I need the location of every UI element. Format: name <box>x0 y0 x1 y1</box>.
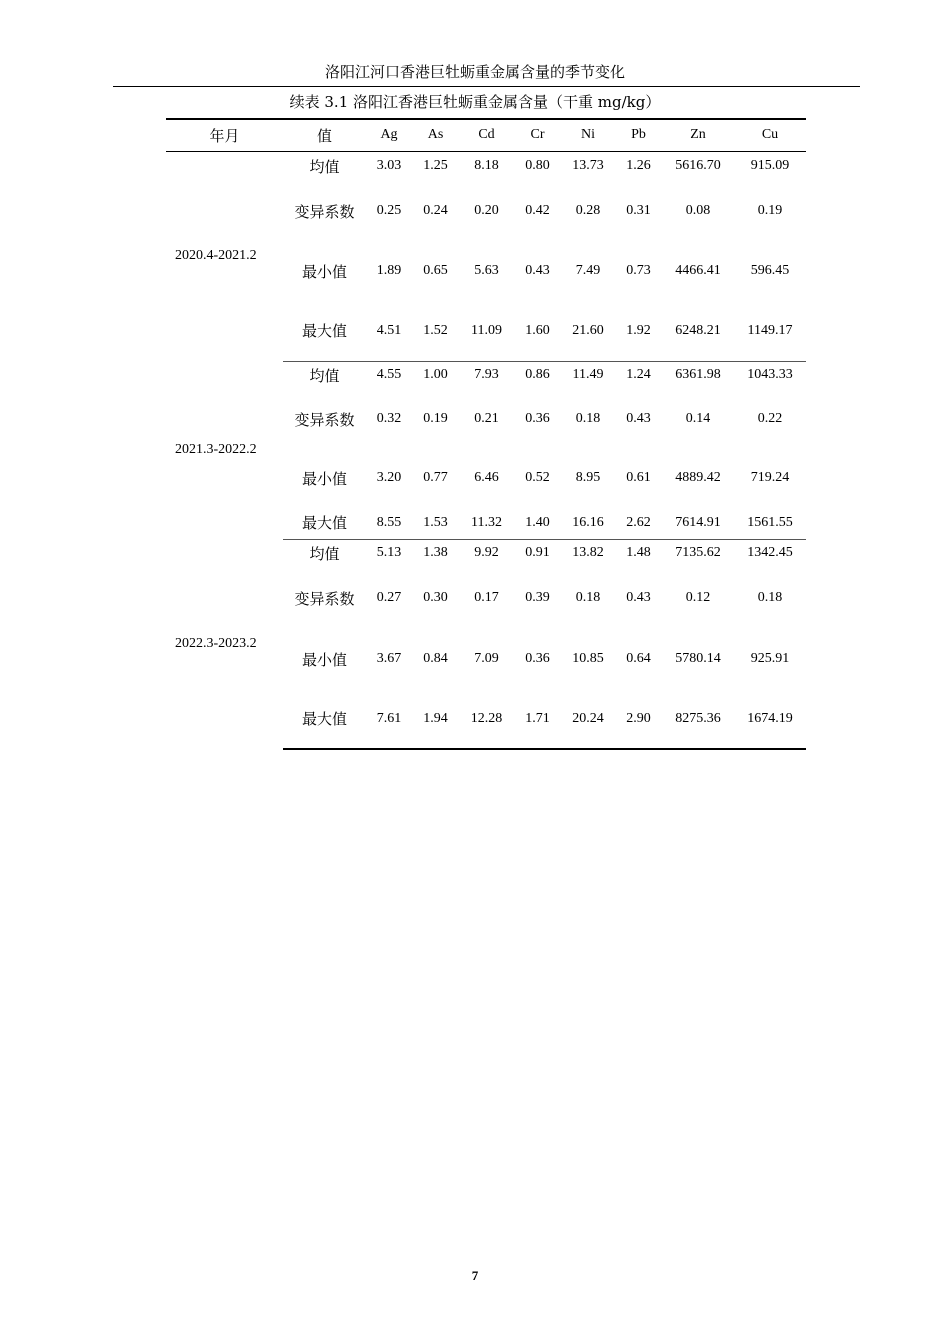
value-cell-pb: 0.73 <box>626 263 651 278</box>
value-cell-ag: 0.25 <box>376 203 402 218</box>
value-cell-pb: 2.90 <box>615 689 662 749</box>
value-cell-cr: 1.40 <box>514 507 561 539</box>
period-cell: 2020.4-2021.2 <box>175 248 257 264</box>
header-cu: Cu <box>734 119 806 151</box>
period-cell: 2022.3-2023.2 <box>175 636 257 651</box>
header-stat: 值 <box>283 119 366 151</box>
value-cell-cu: 1043.33 <box>747 367 793 383</box>
value-cell-cr: 1.60 <box>514 301 561 361</box>
value-cell-zn: 4466.41 <box>675 263 721 278</box>
value-cell-cu: 719.24 <box>750 470 790 485</box>
value-cell-as: 1.00 <box>423 367 448 383</box>
value-cell-as: 1.94 <box>412 689 459 749</box>
value-cell-pb: 1.26 <box>626 158 651 174</box>
stat-label-cell: 最小值 <box>301 650 347 669</box>
value-cell-as: 0.19 <box>423 411 448 426</box>
table-header-row <box>166 119 806 151</box>
table-caption: 续表 3.1 洛阳江香港巨牡蛎重金属含量（干重 mg/kg） <box>289 93 661 111</box>
value-cell-ag: 5.13 <box>376 545 402 561</box>
value-cell-cu: 596.45 <box>750 263 790 278</box>
value-cell-cu: 1674.19 <box>734 689 806 749</box>
stat-label-cell: 最大值 <box>283 689 366 749</box>
value-cell-cu: 0.19 <box>757 203 783 218</box>
value-cell-as: 1.38 <box>423 545 448 561</box>
value-cell-as: 0.30 <box>423 590 448 605</box>
value-cell-cd: 9.92 <box>474 545 499 561</box>
value-cell-ag: 0.27 <box>376 590 402 605</box>
stat-label-cell: 变异系数 <box>294 202 355 221</box>
page-header: 洛阳江河口香港巨牡蛎重金属含量的季节变化 <box>324 63 625 81</box>
value-cell-ni: 8.95 <box>575 470 601 485</box>
value-cell-as: 1.53 <box>412 507 459 539</box>
value-cell-ni: 13.73 <box>572 158 604 174</box>
header-cd: Cd <box>459 119 514 151</box>
value-cell-cd: 0.17 <box>474 590 499 605</box>
value-cell-zn: 5616.70 <box>675 158 721 174</box>
value-cell-cu: 1342.45 <box>747 545 793 561</box>
stat-label-cell: 均值 <box>309 544 340 563</box>
value-cell-as: 0.24 <box>423 203 448 218</box>
table-row <box>166 151 806 181</box>
value-cell-cd: 12.28 <box>459 689 514 749</box>
header-cr: Cr <box>514 119 561 151</box>
value-cell-zn: 8275.36 <box>662 689 734 749</box>
period-group <box>166 361 806 539</box>
value-cell-cd: 0.21 <box>474 411 499 426</box>
value-cell-zn: 7135.62 <box>675 545 721 561</box>
stat-label-cell: 变异系数 <box>294 589 355 608</box>
value-cell-ni: 21.60 <box>561 301 615 361</box>
value-cell-ni: 10.85 <box>572 651 604 666</box>
table-row <box>166 539 806 567</box>
value-cell-cu: 915.09 <box>750 158 790 174</box>
value-cell-cd: 7.93 <box>474 367 499 383</box>
value-cell-cr: 0.86 <box>525 367 550 383</box>
value-cell-ag: 4.51 <box>366 301 412 361</box>
value-cell-cr: 0.52 <box>525 470 550 485</box>
value-cell-ni: 16.16 <box>561 507 615 539</box>
header-as: As <box>412 119 459 151</box>
value-cell-cd: 7.09 <box>474 651 499 666</box>
header-pb: Pb <box>615 119 662 151</box>
value-cell-ag: 3.03 <box>376 158 402 174</box>
stat-label-cell: 最小值 <box>301 262 347 281</box>
value-cell-pb: 1.24 <box>626 367 651 383</box>
value-cell-ag: 3.20 <box>376 470 402 485</box>
stat-label-cell: 均值 <box>309 366 340 385</box>
table-row <box>166 361 806 389</box>
value-cell-ag: 7.61 <box>366 689 412 749</box>
stat-label-cell: 最小值 <box>301 469 347 488</box>
value-cell-pb: 0.31 <box>626 203 651 218</box>
value-cell-zn: 0.12 <box>685 590 711 605</box>
value-cell-as: 0.65 <box>423 263 448 278</box>
value-cell-ag: 0.32 <box>376 411 402 426</box>
value-cell-pb: 0.61 <box>626 470 651 485</box>
period-group <box>166 539 806 749</box>
value-cell-zn: 5780.14 <box>675 651 721 666</box>
value-cell-cd: 6.46 <box>474 470 499 485</box>
value-cell-cd: 5.63 <box>474 263 499 278</box>
value-cell-cd: 11.09 <box>459 301 514 361</box>
value-cell-zn: 7614.91 <box>662 507 734 539</box>
value-cell-pb: 0.43 <box>626 590 651 605</box>
value-cell-cu: 925.91 <box>750 651 790 666</box>
value-cell-ni: 0.18 <box>575 590 601 605</box>
stat-label-cell: 最大值 <box>283 301 366 361</box>
stat-label-cell: 变异系数 <box>294 410 355 429</box>
header-zn: Zn <box>662 119 734 151</box>
value-cell-ni: 0.28 <box>575 203 601 218</box>
header-ag: Ag <box>366 119 412 151</box>
page-number: 7 <box>471 1268 479 1283</box>
value-cell-cd: 0.20 <box>474 203 499 218</box>
value-cell-cd: 8.18 <box>474 158 499 174</box>
value-cell-pb: 1.48 <box>626 545 651 561</box>
value-cell-cr: 0.36 <box>525 651 550 666</box>
value-cell-ni: 0.18 <box>575 411 601 426</box>
value-cell-pb: 1.92 <box>615 301 662 361</box>
value-cell-cr: 0.42 <box>525 203 550 218</box>
header-rule <box>113 86 860 87</box>
period-cell: 2021.3-2022.2 <box>175 442 257 457</box>
value-cell-ag: 3.67 <box>376 651 402 666</box>
value-cell-ni: 7.49 <box>575 263 601 278</box>
heavy-metal-table <box>166 118 806 750</box>
value-cell-pb: 2.62 <box>615 507 662 539</box>
value-cell-cu: 1561.55 <box>734 507 806 539</box>
stat-label-cell: 均值 <box>309 157 340 176</box>
value-cell-as: 0.84 <box>423 651 448 666</box>
value-cell-as: 1.25 <box>423 158 448 174</box>
value-cell-zn: 0.14 <box>685 411 711 426</box>
value-cell-cu: 0.18 <box>757 590 783 605</box>
value-cell-ni: 13.82 <box>572 545 604 561</box>
period-group <box>166 151 806 361</box>
value-cell-ni: 20.24 <box>561 689 615 749</box>
value-cell-ag: 4.55 <box>376 367 402 383</box>
header-period: 年月 <box>166 119 283 151</box>
value-cell-pb: 0.43 <box>626 411 651 426</box>
value-cell-cr: 1.71 <box>514 689 561 749</box>
value-cell-cd: 11.32 <box>459 507 514 539</box>
value-cell-cu: 0.22 <box>757 411 783 426</box>
value-cell-as: 1.52 <box>412 301 459 361</box>
stat-label-cell: 最大值 <box>283 507 366 539</box>
value-cell-cu: 1149.17 <box>734 301 806 361</box>
value-cell-as: 0.77 <box>423 470 448 485</box>
value-cell-cr: 0.43 <box>525 263 550 278</box>
value-cell-zn: 4889.42 <box>675 470 721 485</box>
value-cell-ag: 1.89 <box>376 263 402 278</box>
value-cell-ni: 11.49 <box>572 367 604 383</box>
value-cell-ag: 8.55 <box>366 507 412 539</box>
value-cell-cr: 0.80 <box>525 158 550 174</box>
header-ni: Ni <box>561 119 615 151</box>
value-cell-cr: 0.39 <box>525 590 550 605</box>
value-cell-zn: 6361.98 <box>675 367 721 383</box>
value-cell-zn: 6248.21 <box>662 301 734 361</box>
value-cell-cr: 0.91 <box>525 545 550 561</box>
value-cell-cr: 0.36 <box>525 411 550 426</box>
value-cell-zn: 0.08 <box>685 203 711 218</box>
value-cell-pb: 0.64 <box>626 651 651 666</box>
